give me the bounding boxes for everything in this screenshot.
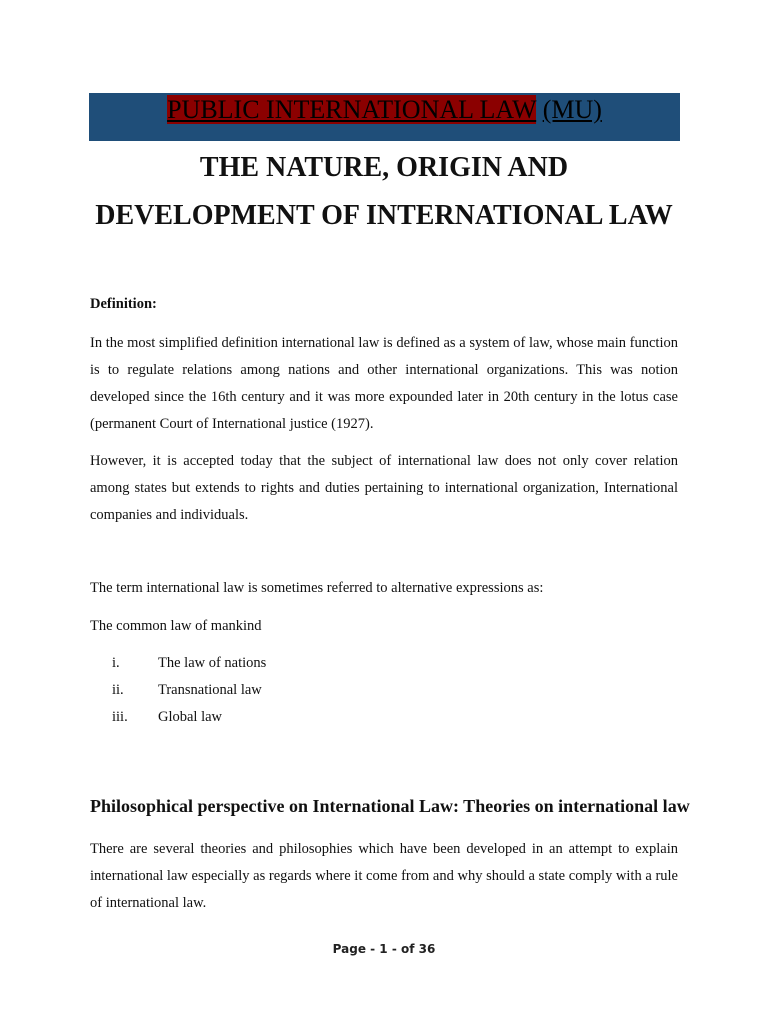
common-law-line: The common law of mankind	[90, 618, 262, 634]
list-item-text: Transnational law	[158, 682, 262, 698]
main-title-line-1: THE NATURE, ORIGIN AND	[199, 152, 569, 183]
header-banner	[89, 93, 680, 141]
definition-paragraph-1: In the most simplified definition international law is defined as a system of law, whose main function is to regulate relations among nations and other international organizations. This was notion developed since the 16th century and it was more expounded later in 20th century in the lotus case (permanent Court of International justice (1927).	[90, 335, 678, 432]
header-title-line	[89, 93, 680, 127]
course-code: (MU)	[542, 95, 602, 124]
terms-intro: The term international law is sometimes referred to alternative expressions as:	[90, 580, 544, 596]
list-item-number: ii.	[112, 682, 124, 698]
main-title-line-2: DEVELOPMENT OF INTERNATIONAL LAW	[95, 200, 673, 231]
list-item-number: i.	[112, 655, 120, 671]
list-item-text: The law of nations	[158, 655, 267, 671]
definition-heading: Definition:	[90, 296, 157, 312]
list-item-text: Global law	[158, 709, 223, 725]
definition-paragraph-2: However, it is accepted today that the subject of international law does not only cover relation among states but extends to rights and duties pertaining to international organization, International companies and individuals.	[90, 453, 678, 523]
list-item-number: iii.	[112, 709, 128, 725]
philosophy-heading: Philosophical perspective on International Law: Theories on international law	[90, 796, 690, 816]
page-number-footer: Page - 1 - of 36	[332, 942, 436, 956]
course-title: PUBLIC INTERNATIONAL LAW	[167, 95, 537, 124]
philosophy-paragraph: There are several theories and philosophies which have been developed in an attempt to explain international law especially as regards where it come from and why should a state comply with a rule of international law.	[90, 841, 678, 911]
